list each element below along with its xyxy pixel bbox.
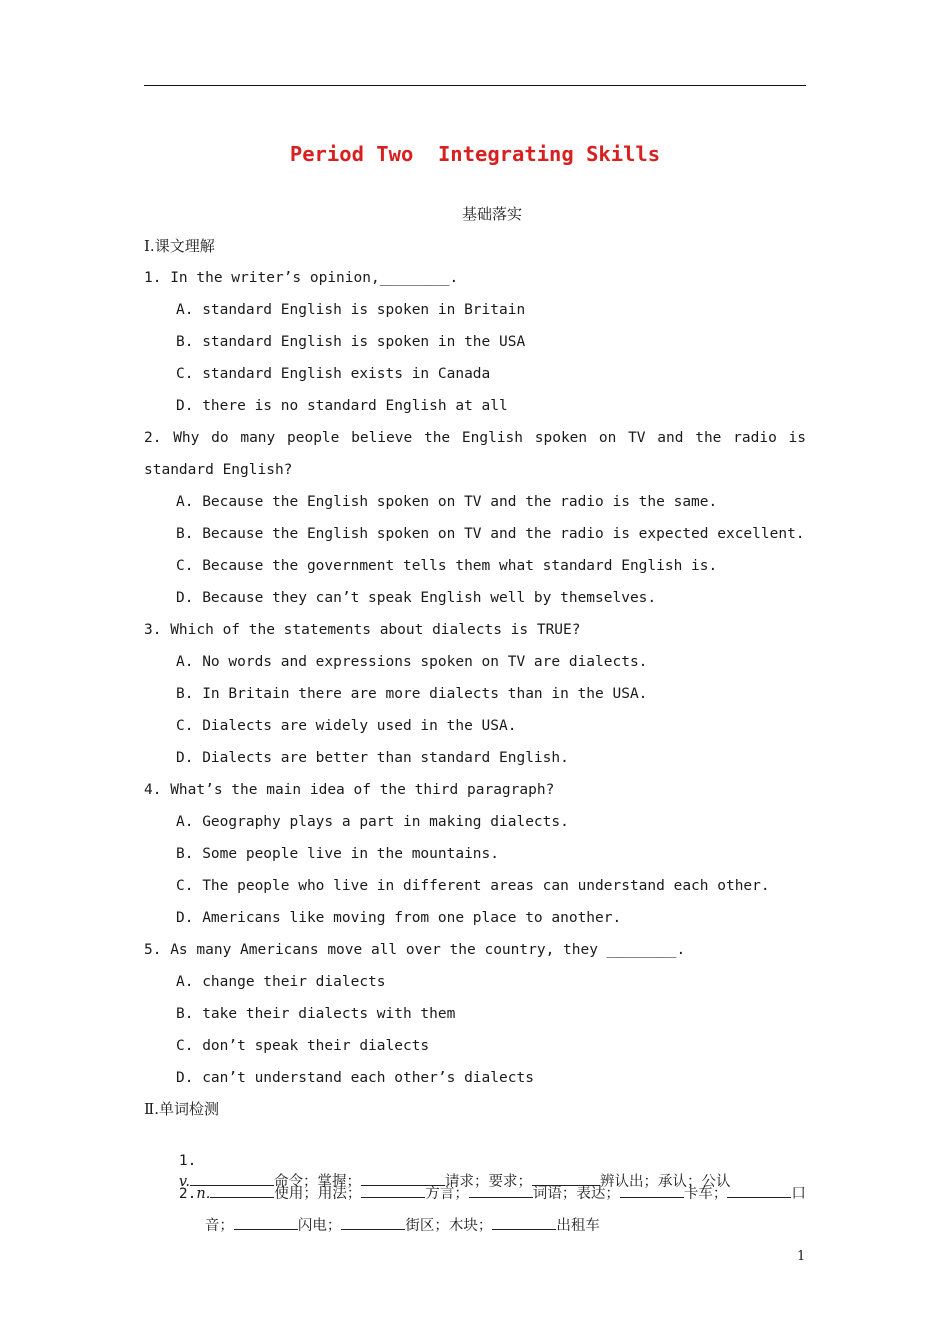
vocab-item-continued	[170, 1195, 600, 1256]
vocab-meaning: 请求；要求；	[445, 1174, 533, 1190]
question-stem: 4. What’s the main idea of the third paragraph?	[144, 782, 555, 798]
section-heading: Ⅰ.课文理解	[144, 237, 215, 255]
option: A. standard English is spoken in Britain	[176, 302, 526, 318]
answer-blank[interactable]	[341, 1215, 405, 1230]
option: B. standard English is spoken in the USA	[176, 334, 526, 350]
page-title: Period Two Integrating Skills	[289, 142, 661, 166]
page-number: 1	[797, 1249, 806, 1264]
vocab-meaning: 口	[791, 1186, 806, 1202]
option: B. Because the English spoken on TV and the radio is expected excellent.	[176, 526, 805, 542]
part-of-speech: n.	[196, 1186, 211, 1202]
answer-blank[interactable]	[727, 1183, 791, 1198]
vocab-meaning: 街区；木块；	[405, 1218, 493, 1234]
option: C. Because the government tells them what standard English is.	[176, 558, 718, 574]
question-stem: 2. Why do many people believe the English spoken on TV and the radio is	[144, 430, 806, 446]
question-stem: 5. As many Americans move all over the country, they ________.	[144, 942, 686, 958]
vocab-meaning: 词语；表达；	[532, 1186, 620, 1202]
option: B. take their dialects with them	[176, 1006, 456, 1022]
option: D. there is no standard English at all	[176, 398, 508, 414]
vocab-meaning: 使用；用法；	[274, 1186, 362, 1202]
item-number: 2.	[178, 1186, 197, 1202]
page-subtitle: 基础落实	[461, 205, 522, 223]
option: C. The people who live in different areas can understand each other.	[176, 878, 770, 894]
header-rule	[144, 85, 806, 86]
option: D. Because they can’t speak English well by themselves.	[176, 590, 657, 606]
option: A. change their dialects	[176, 974, 386, 990]
answer-blank[interactable]	[620, 1183, 684, 1198]
option: A. Geography plays a part in making dialects.	[176, 814, 569, 830]
option: A. No words and expressions spoken on TV are dialects.	[176, 654, 648, 670]
answer-blank[interactable]	[492, 1215, 556, 1230]
vocab-meaning: 辨认出；承认；公认	[600, 1174, 731, 1190]
item-number: 1.	[178, 1153, 197, 1169]
vocab-meaning: 音；	[204, 1218, 234, 1234]
option: D. can’t understand each other’s dialects	[176, 1070, 534, 1086]
vocab-meaning: 命令；掌握；	[274, 1174, 362, 1190]
vocab-meaning: 闪电；	[297, 1218, 342, 1234]
vocab-meaning: 方言；	[425, 1186, 469, 1202]
option: B. In Britain there are more dialects than in the USA.	[176, 686, 648, 702]
question-stem: 1. In the writer’s opinion,________.	[144, 270, 459, 286]
option: D. Dialects are better than standard English.	[176, 750, 569, 766]
vocab-meaning: 出租车	[556, 1218, 600, 1234]
part-of-speech: v.	[178, 1174, 191, 1190]
section-heading: Ⅱ.单词检测	[144, 1100, 219, 1118]
question-stem-continued: standard English?	[144, 462, 293, 478]
option: B. Some people live in the mountains.	[176, 846, 500, 862]
option: C. Dialects are widely used in the USA.	[176, 718, 517, 734]
option: A. Because the English spoken on TV and the radio is the same.	[176, 494, 718, 510]
option: D. Americans like moving from one place to another.	[176, 910, 622, 926]
answer-blank[interactable]	[234, 1215, 298, 1230]
option: C. don’t speak their dialects	[176, 1038, 430, 1054]
question-stem: 3. Which of the statements about dialects is TRUE?	[144, 622, 581, 638]
vocab-meaning: 卡车；	[683, 1186, 728, 1202]
option: C. standard English exists in Canada	[176, 366, 491, 382]
